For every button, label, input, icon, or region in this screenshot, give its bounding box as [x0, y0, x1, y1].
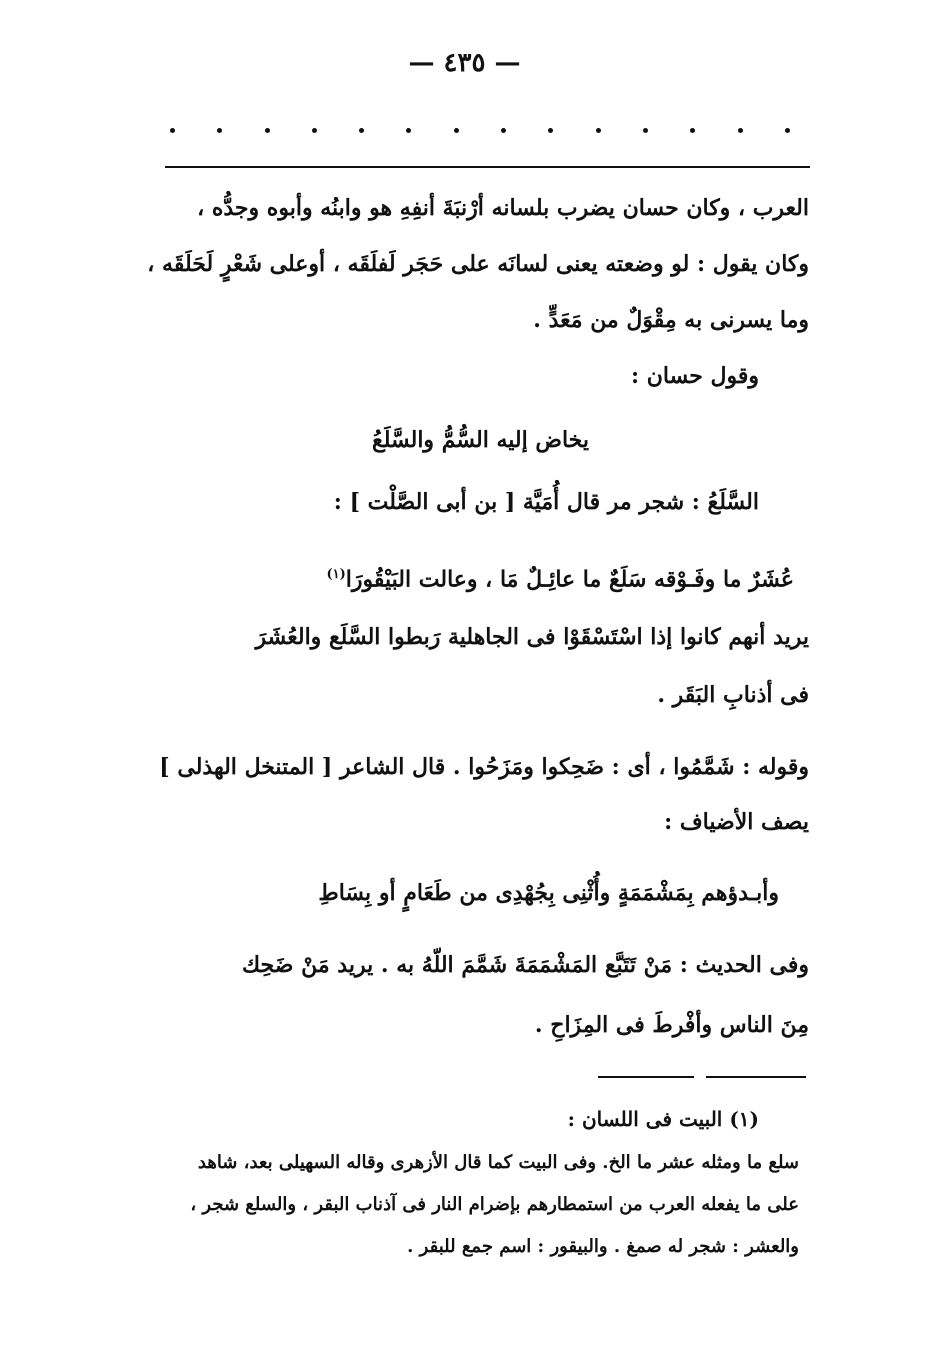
footnote-text-line: سلع ما ومثله عشر ما الخ. وفى البيت كما قال الأزهرى وقاله السهيلى بعد، شاهد: [197, 1152, 799, 1173]
dot-ornament: [643, 128, 648, 133]
footnote-text-line: على ما يفعله العرب من استمطارهم بإضرام النار فى آذناب البقر ، والسلع شجر ،: [190, 1194, 799, 1215]
dot-ornament: [690, 128, 695, 133]
body-text-line: وقوله : شَمَّمُوا ، أى : ضَحِكوا ومَزَحُوا . قال الشاعر [ المتنخل الهذلى ]: [159, 754, 809, 780]
body-text-line: يريد أنهم كانوا إذا اسْتَسْقَوْا فى الجاهلية رَبطوا السَّلَع والعُشَرَ: [255, 624, 809, 650]
verse-text: عُشَرٌ ما وفَـوْقه سَلَعٌ ما عائِـلٌ مَا ، وعالت البَيْقُورَا: [345, 566, 794, 593]
footnote-text-line: والعشر : شجر له صمغ . والبيقور : اسم جمع للبقر .: [407, 1236, 799, 1257]
body-text-line: مِنَ الناس وأفْرطَ فى المِزَاحِ .: [534, 1012, 809, 1038]
dot-ornament: [217, 128, 222, 133]
dot-ornament: [785, 128, 790, 133]
footnote-separator: [706, 1076, 806, 1078]
body-text-line: يصف الأضياف :: [664, 809, 809, 835]
dot-ornament: [170, 128, 175, 133]
poetry-verse: وأبـدؤهم بِمَشْمَمَةٍ وأُثْنِى بِجُهْدِى من طَعَامٍ أو بِسَاطِ: [318, 880, 779, 906]
dot-ornament: [596, 128, 601, 133]
body-text-line: فى أذنابِ البَقَر .: [657, 682, 809, 708]
dot-ornament: [501, 128, 506, 133]
dot-ornament: [548, 128, 553, 133]
footnote-heading: (١) البيت فى اللسان :: [567, 1107, 759, 1131]
dot-ornament: [738, 128, 743, 133]
dot-ornament: [265, 128, 270, 133]
page-number: — ٤٣٥ —: [408, 48, 521, 78]
body-text-line: وقول حسان :: [630, 363, 759, 389]
header-rule: [165, 166, 810, 168]
dot-ornament: [312, 128, 317, 133]
poetry-verse: يخاض إليه السُّمُّ والسَّلَعُ: [372, 427, 589, 453]
dot-ornament: [359, 128, 364, 133]
poetry-verse: [326, 560, 794, 594]
footnote-reference: (١): [326, 567, 346, 582]
body-text-line: وما يسرنى به مِقْوَلٌ من مَعَدٍّ .: [533, 307, 809, 333]
body-text-line: وفى الحديث : مَنْ تَتَبَّع المَشْمَمَةَ شَمَّمَ اللّهُ به . يريد مَنْ ضَحِك: [242, 952, 809, 978]
body-text-line: وكان يقول : لو وضعته يعنى لسانَه على حَجَر لَفلَقَه ، أوعلى شَعْرٍ لَحَلَقَه ،: [147, 251, 809, 277]
ornamental-dots-row: [170, 128, 790, 133]
dot-ornament: [454, 128, 459, 133]
dot-ornament: [406, 128, 411, 133]
footnote-separator: [598, 1076, 694, 1078]
body-text-line: السَّلَعُ : شجر مر قال أُمَيَّة [ بن أبى الصَّلْت ] :: [333, 489, 759, 515]
body-text-line: العرب ، وكان حسان يضرب بلسانه أرْنبَةَ أنفِهِ هو وابنُه وأبوه وجدُّه ،: [197, 195, 809, 221]
